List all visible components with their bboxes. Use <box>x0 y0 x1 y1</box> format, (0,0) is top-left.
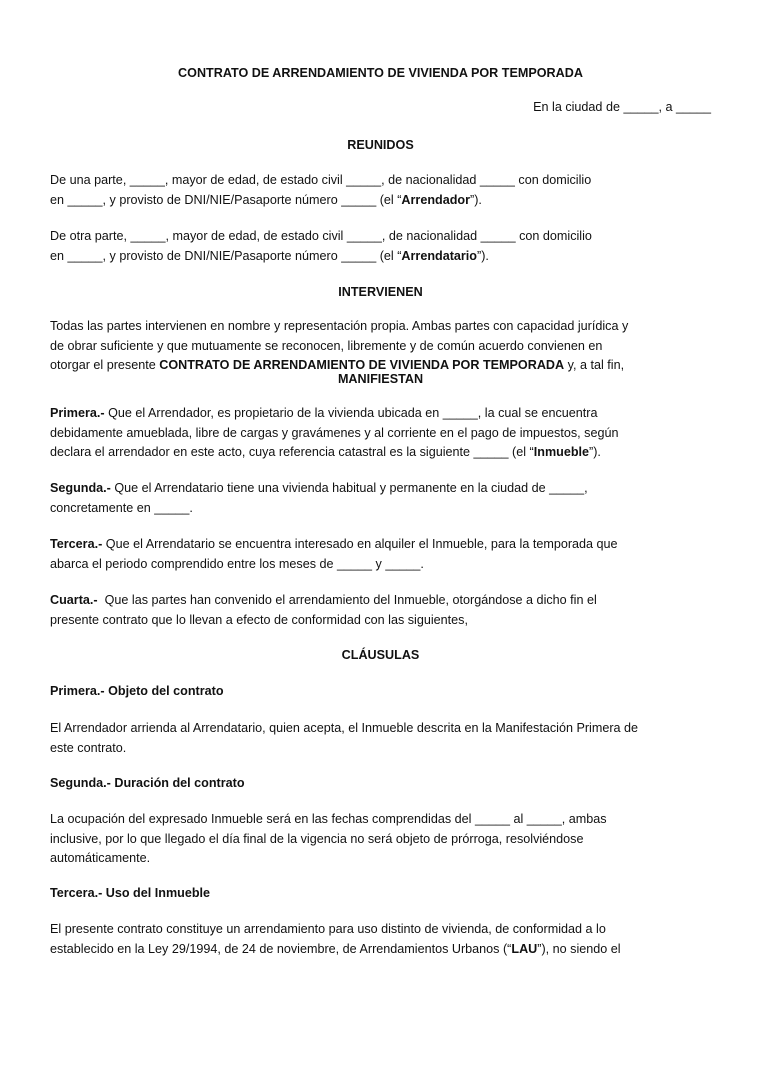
text-line: ”), no siendo el <box>537 941 621 956</box>
clausula-segunda-body <box>50 810 711 869</box>
paragraph-arrendador <box>50 171 711 210</box>
text-line: otorgar el presente <box>50 358 160 372</box>
manifestacion-cuarta <box>50 591 711 630</box>
place-date-line: En la ciudad de _____, a _____ <box>533 100 711 114</box>
manifestacion-tercera <box>50 535 711 574</box>
role-arrendatario: Arrendatario <box>401 248 478 263</box>
clausula-tercera-title: Tercera.- Uso del Inmueble <box>50 886 211 900</box>
text-line: Todas las partes intervienen en nombre y representación propia. Ambas partes con capacidad jurídica y <box>50 319 629 333</box>
text-line: en _____, y provisto de DNI/NIE/Pasaporte número _____ (el “ <box>50 248 402 263</box>
text-line: La ocupación del expresado Inmueble será en las fechas comprendidas del _____ al _____, ambas <box>50 812 607 826</box>
manifestacion-label: Tercera.- <box>50 537 103 551</box>
text-line: establecido en la Ley 29/1994, de 24 de noviembre, de Arrendamientos Urbanos (“ <box>50 941 512 956</box>
term-lau: LAU <box>511 941 538 956</box>
heading-clausulas: CLÁUSULAS <box>341 648 420 662</box>
text-line: inclusive, por lo que llegado el día final de la vigencia no será objeto de prórroga, resolviéndose <box>50 831 584 846</box>
heading-manifiestan: MANIFIESTAN <box>337 372 424 386</box>
text-line: Que el Arrendatario se encuentra interesado en alquiler el Inmueble, para la temporada que <box>102 537 618 551</box>
text-line: ”). <box>589 445 601 459</box>
paragraph-intervienen <box>50 317 711 376</box>
text-line: y, a tal fin, <box>564 358 625 372</box>
text-line: concretamente en _____. <box>50 500 193 515</box>
manifestacion-label: Segunda.- <box>50 481 111 495</box>
manifestacion-label: Cuarta.- <box>50 593 98 607</box>
text-line: El presente contrato constituye un arrendamiento para uso distinto de vivienda, de conformidad a lo <box>50 922 606 936</box>
term-inmueble: Inmueble <box>533 445 590 459</box>
clausula-primera-body <box>50 719 711 758</box>
clausula-primera-title: Primera.- Objeto del contrato <box>50 684 224 698</box>
text-line: este contrato. <box>50 740 127 755</box>
text-line: debidamente amueblada, libre de cargas y gravámenes y al corriente en el pago de impuestos, según <box>50 425 619 440</box>
text-line: declara el arrendador en este acto, cuya referencia catastral es la siguiente _____ (el “ <box>50 445 534 459</box>
text-line: Que el Arrendador, es propietario de la vivienda ubicada en _____, la cual se encuentra <box>104 406 598 420</box>
text-line: El Arrendador arrienda al Arrendatario, quien acepta, el Inmueble descrita en la Manifestación Primera de <box>50 721 639 735</box>
paragraph-arrendatario <box>50 227 711 266</box>
clausula-tercera-body <box>50 920 711 959</box>
manifestacion-label: Primera.- <box>50 406 105 420</box>
clausula-segunda-title: Segunda.- Duración del contrato <box>50 776 245 790</box>
text-line: en _____, y provisto de DNI/NIE/Pasaporte número _____ (el “ <box>50 192 402 207</box>
text-line: ”). <box>470 192 482 207</box>
manifestacion-segunda <box>50 479 711 518</box>
text-line: abarca el periodo comprendido entre los meses de _____ y _____. <box>50 556 424 571</box>
contract-name-bold: CONTRATO DE ARRENDAMIENTO DE VIVIENDA POR TEMPORADA <box>159 358 565 372</box>
heading-intervienen: INTERVIENEN <box>338 285 423 299</box>
role-arrendador: Arrendador <box>401 192 470 207</box>
text-line: ”). <box>477 248 489 263</box>
document-title: CONTRATO DE ARRENDAMIENTO DE VIVIENDA POR TEMPORADA <box>178 66 583 80</box>
text-line: automáticamente. <box>50 851 151 865</box>
text-line: Que el Arrendatario tiene una vivienda habitual y permanente en la ciudad de _____, <box>110 481 588 495</box>
text-line: De otra parte, _____, mayor de edad, de estado civil _____, de nacionalidad _____ con domicilio <box>50 229 592 243</box>
text-line: de obrar suficiente y que mutuamente se reconocen, libremente y de común acuerdo convienen en <box>50 338 603 353</box>
text-line: De una parte, _____, mayor de edad, de estado civil _____, de nacionalidad _____ con domicilio <box>50 173 592 187</box>
manifestacion-primera <box>50 404 711 463</box>
text-line: Que las partes han convenido el arrendamiento del Inmueble, otorgándose a dicho fin el <box>97 593 597 607</box>
text-line: presente contrato que lo llevan a efecto de conformidad con las siguientes, <box>50 612 468 627</box>
heading-reunidos: REUNIDOS <box>347 138 414 152</box>
